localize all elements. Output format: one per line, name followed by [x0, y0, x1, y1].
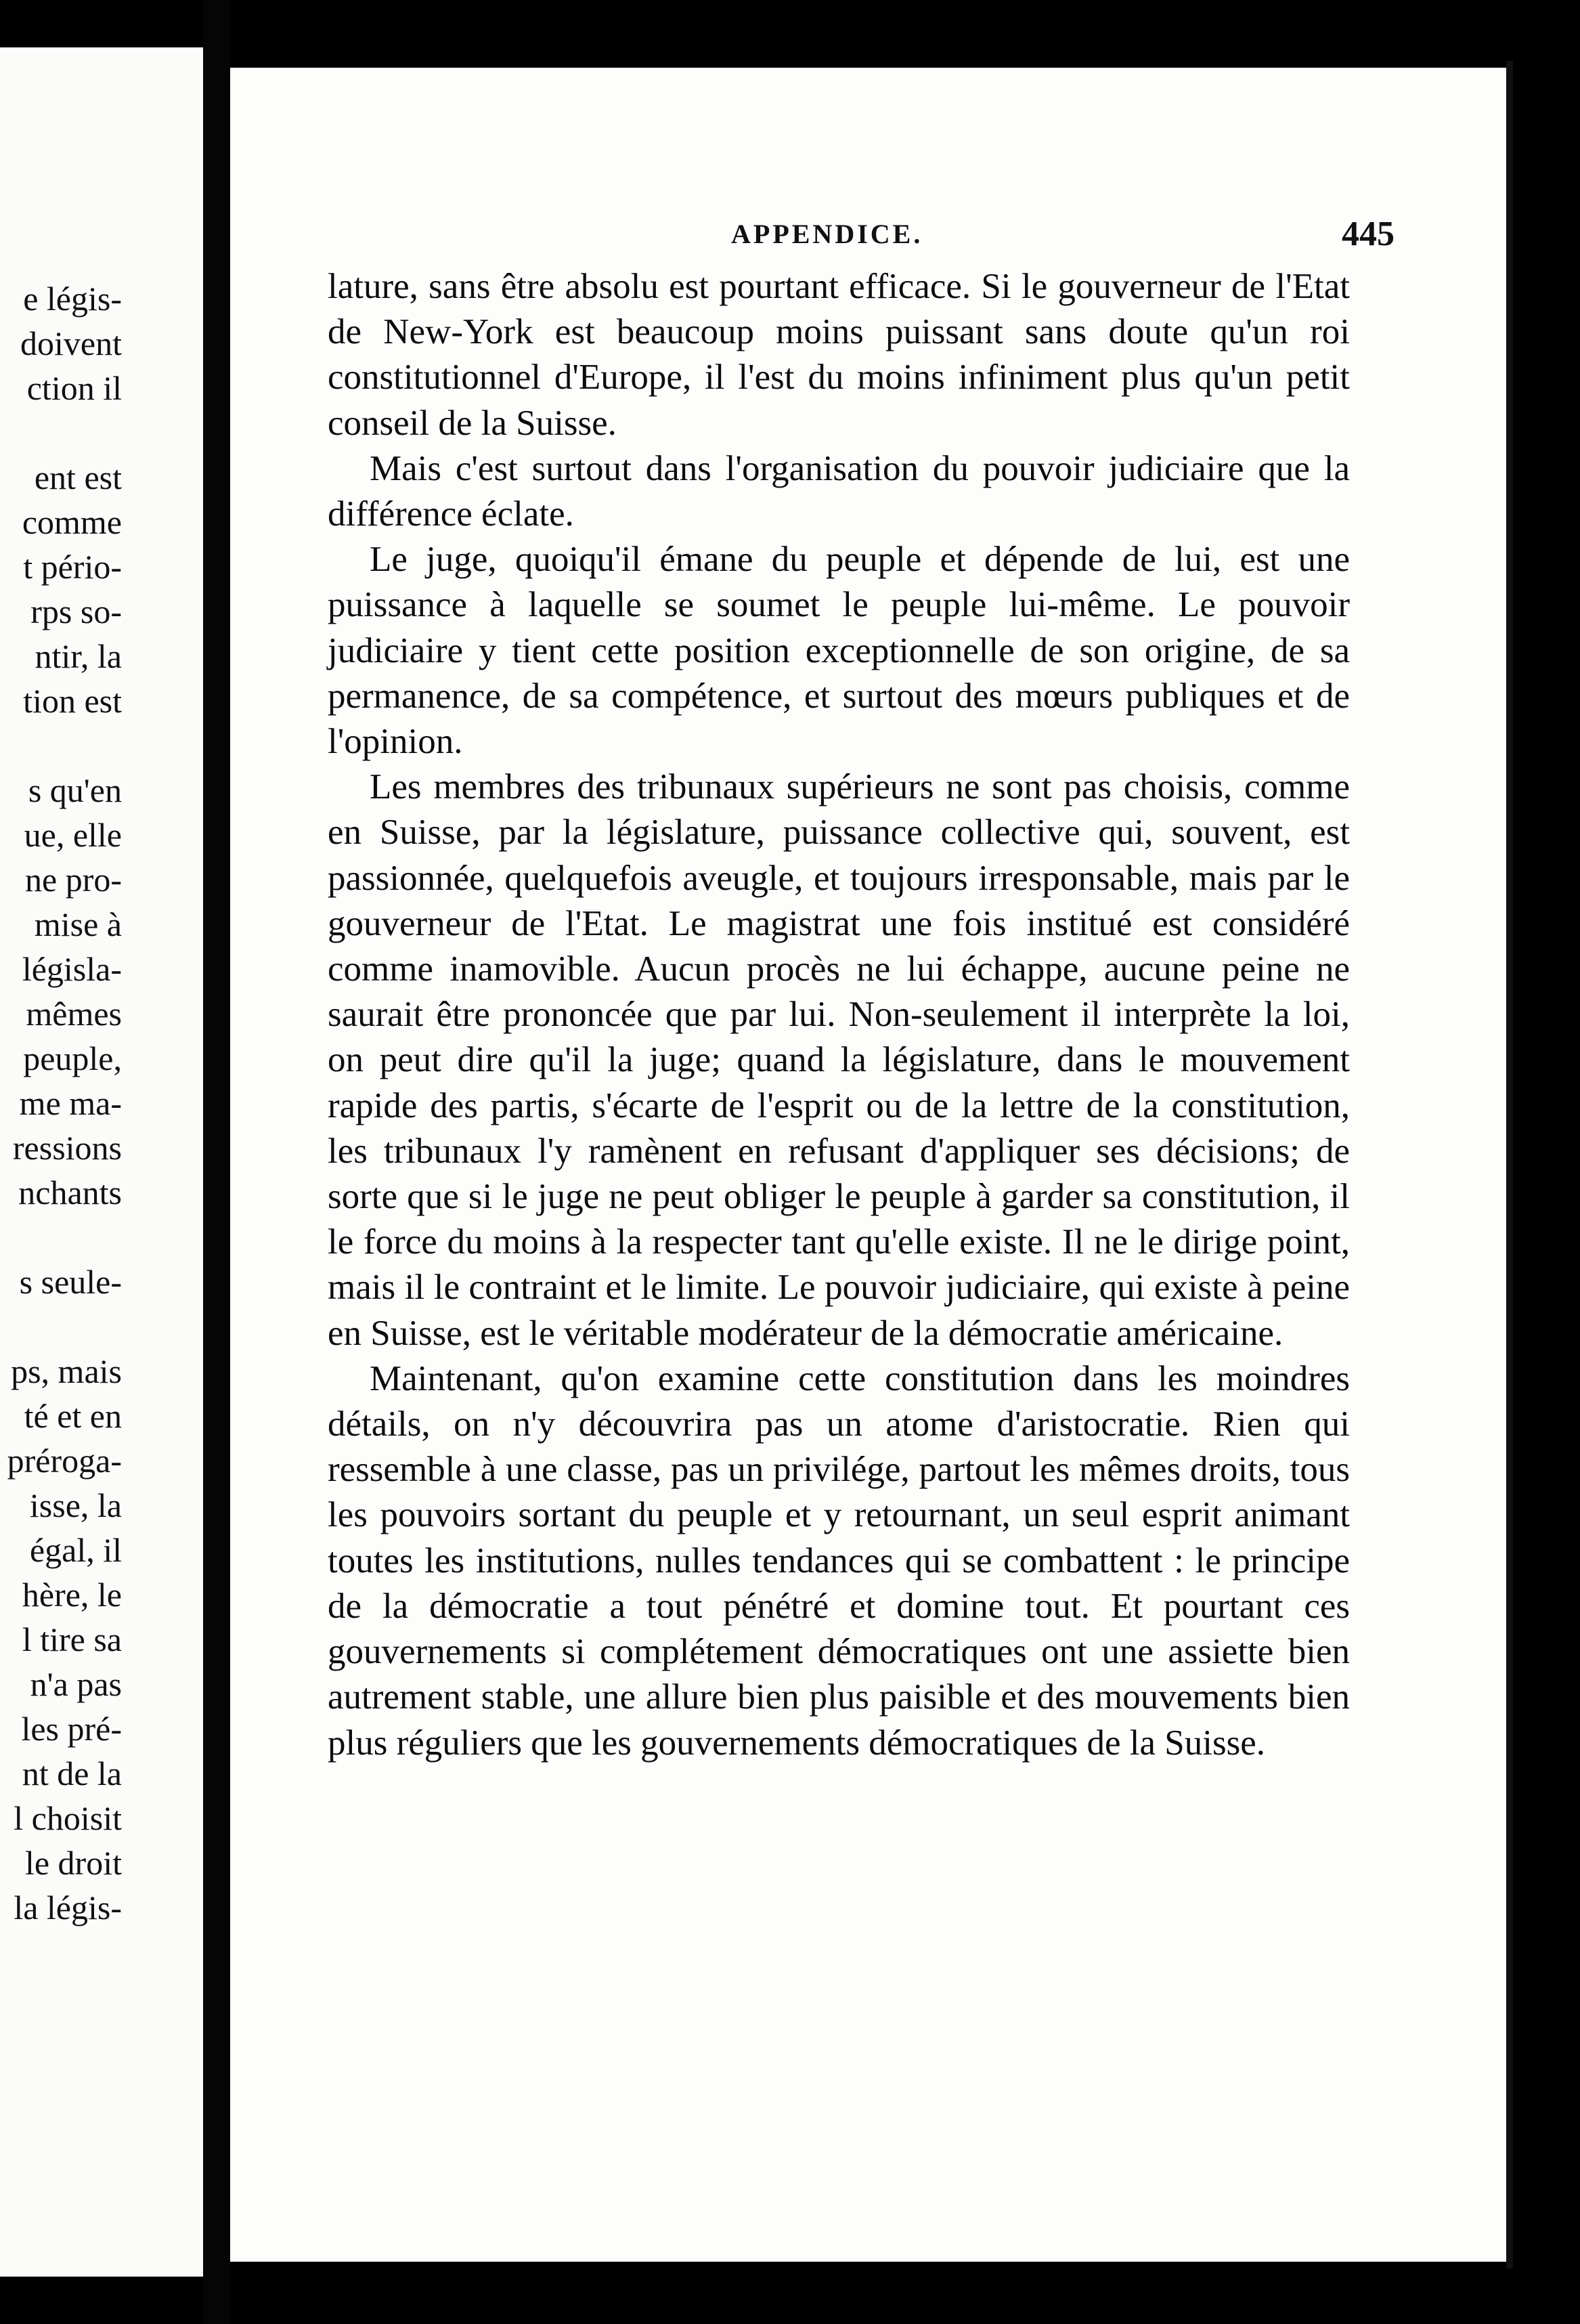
previous-page-line: peuple, — [23, 1039, 122, 1077]
previous-page-line: t pério- — [23, 548, 122, 586]
running-head — [230, 215, 1510, 265]
book-gutter — [203, 0, 230, 2324]
previous-page-line: n'a pas — [30, 1665, 122, 1703]
previous-page-line: la légis- — [14, 1889, 122, 1927]
previous-page-line — [7, 723, 122, 768]
page-body — [328, 264, 1350, 1766]
previous-page-line: ne pro- — [25, 861, 122, 899]
previous-page-line: té et en — [24, 1397, 122, 1435]
running-title: APPENDICE. — [731, 219, 923, 249]
paragraph: lature, sans être absolu est pourtant efficace. Si le gouverneur de l'Etat de New-York est beaucoup moins puissant sans doute qu'un roi constitutionnel d'Europe, il l'est du moins infiniment plus qu'un petit conseil de la Suisse. — [328, 267, 1350, 443]
previous-page-line: e légis- — [23, 280, 122, 318]
previous-page-text — [7, 276, 122, 1930]
previous-page-line: ressions — [12, 1129, 122, 1167]
previous-page-line: l tire sa — [22, 1620, 122, 1658]
previous-page-line: ue, elle — [24, 816, 122, 854]
current-page — [230, 68, 1510, 2262]
previous-page-line: mise à — [34, 905, 122, 943]
paragraph: Le juge, quoiqu'il émane du peuple et dépende de lui, est une puissance à laquelle se soumet le peuple lui-même. Le pouvoir judiciaire y tient cette position exceptionnelle de son origine, de sa permanence, de sa compétence, et surtout des mœurs publiques et de l'opinion. — [328, 540, 1350, 762]
previous-page-line: nt de la — [22, 1755, 122, 1792]
previous-page-line: me ma- — [19, 1084, 122, 1122]
previous-page-line: s seule- — [19, 1263, 122, 1301]
previous-page-fragment — [0, 47, 203, 2277]
previous-page-line — [7, 410, 122, 455]
previous-page-line: les pré- — [21, 1710, 122, 1748]
previous-page-line: hère, le — [22, 1576, 122, 1614]
previous-page-line — [7, 1304, 122, 1349]
previous-page-line: égal, il — [29, 1531, 122, 1569]
paragraph: Maintenant, qu'on examine cette constitution dans les moindres détails, on n'y découvrira pas un atome d'aristocratie. Rien qui ressemble à une classe, pas un privilége, partout les mêmes droits, tous les pouvoirs sortant du peuple et y retournant, un seul esprit animant toutes les institutions, nulles tendances qui se combattent : le principe de la démocratie a tout pénétré et domine tout. Et pourtant ces gouvernements si complétement démocratiques ont une assiette bien autrement stable, une allure bien plus paisible et des mouvements bien plus réguliers que les gouvernements démocratiques de la Suisse. — [328, 1358, 1350, 1763]
previous-page-line: ent est — [34, 458, 122, 496]
previous-page-line: ction il — [26, 369, 122, 407]
previous-page-line: comme — [22, 503, 122, 541]
previous-page-line: prérogа- — [7, 1442, 122, 1480]
paragraph: Mais c'est surtout dans l'organisation du pouvoir judiciaire que la différence éclate. — [328, 448, 1350, 534]
previous-page-line: nchants — [18, 1174, 122, 1211]
previous-page-line: tion est — [23, 682, 122, 720]
previous-page-line: doivent — [20, 324, 122, 362]
previous-page-line: législa- — [22, 950, 122, 988]
paragraph: Les membres des tribunaux supérieurs ne sont pas choisis, comme en Suisse, par la législature, puissance collective qui, souvent, est passionnée, quelquefois aveugle, et toujours irresponsable, mais par le gouverneur de l'Etat. Le magistrat une fois institué est considéré comme inamovible. Aucun procès ne lui échappe, aucune peine ne saurait être prononcée que par lui. Non-seulement il interprète la loi, on peut dire qu'il la juge; quand la législature, dans le mouvement rapide des partis, s'écarte de l'esprit ou de la lettre de la constitution, les tribunaux l'y ramènent en refusant d'appliquer ses décisions; de sorte que si le juge ne peut obliger le peuple à garder sa constitution, il le force du moins à la respecter tant qu'elle existe. Il ne le dirige point, mais il le contraint et le limite. Le pouvoir judiciaire, qui existe à peine en Suisse, est le véritable modérateur de la démocratie américaine. — [328, 767, 1350, 1353]
previous-page-line: le droit — [24, 1844, 122, 1882]
previous-page-line: ps, mais — [11, 1352, 122, 1390]
previous-page-line: ntir, la — [35, 637, 122, 675]
page-edge — [1506, 61, 1513, 2268]
previous-page-line — [7, 1215, 122, 1260]
previous-page-line: s qu'en — [28, 771, 122, 809]
previous-page-line: mêmes — [26, 995, 122, 1033]
previous-page-line: rps so- — [30, 593, 122, 630]
page-number: 445 — [1342, 215, 1395, 253]
previous-page-line: isse, la — [29, 1486, 122, 1524]
previous-page-line: l choisit — [14, 1799, 122, 1837]
